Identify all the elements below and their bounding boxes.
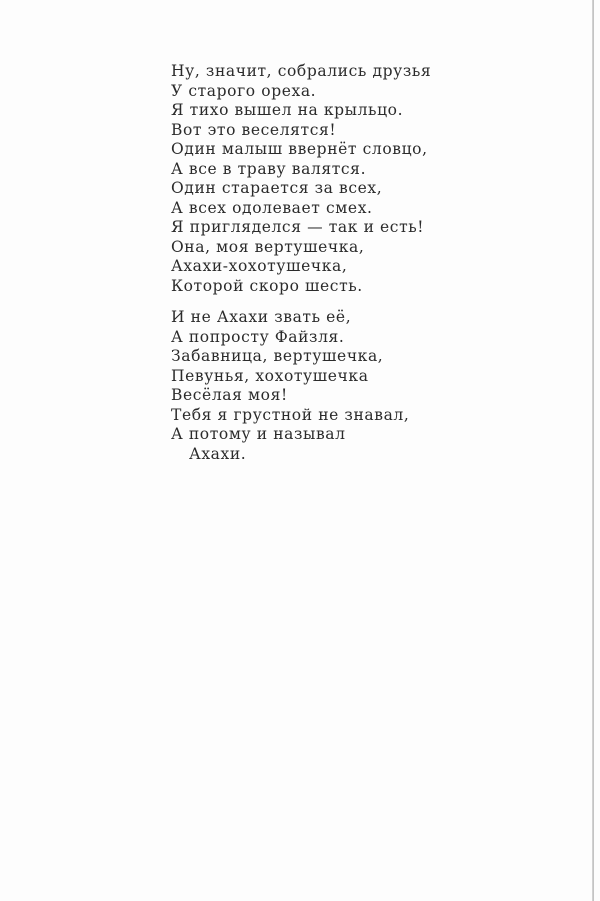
poem-line: Певунья, хохотушечка	[171, 366, 369, 385]
poem-line: У старого ореха.	[171, 81, 317, 100]
poem-line: Ахахи-хохотушечка,	[171, 257, 348, 275]
poem-line: Один малыш ввернёт словцо,	[171, 140, 428, 158]
poem-line: И не Ахахи звать её,	[171, 308, 352, 326]
poem-line: А всех одолевает смех.	[171, 198, 373, 217]
poem-line: А все в траву валятся.	[171, 159, 367, 178]
poem-line: А попросту Файзля.	[171, 327, 345, 346]
poem-line: Я пригляделся — так и есть!	[171, 218, 425, 236]
poem-line: Тебя я грустной не знавал,	[171, 405, 410, 424]
poem-line: Вот это веселятся!	[171, 120, 337, 139]
poem-line: Она, моя вертушечка,	[171, 237, 365, 256]
poem-line: А потому и называл	[171, 425, 346, 443]
poem-line: Весёлая моя!	[171, 386, 288, 404]
poem-line: Забавница, вертушечка,	[171, 347, 384, 365]
poem-line: Которой скоро шесть.	[171, 276, 363, 295]
poem-line: Я тихо вышел на крыльцо.	[171, 101, 404, 119]
poem-stanza-1	[171, 62, 431, 296]
page-edge-shadow	[592, 0, 594, 901]
poem-stanza-2	[171, 308, 409, 464]
poem-line-final: Ахахи.	[189, 444, 247, 463]
poem-line: Один старается за всех,	[171, 179, 383, 197]
poem-line: Ну, значит, собрались друзья	[171, 62, 432, 80]
